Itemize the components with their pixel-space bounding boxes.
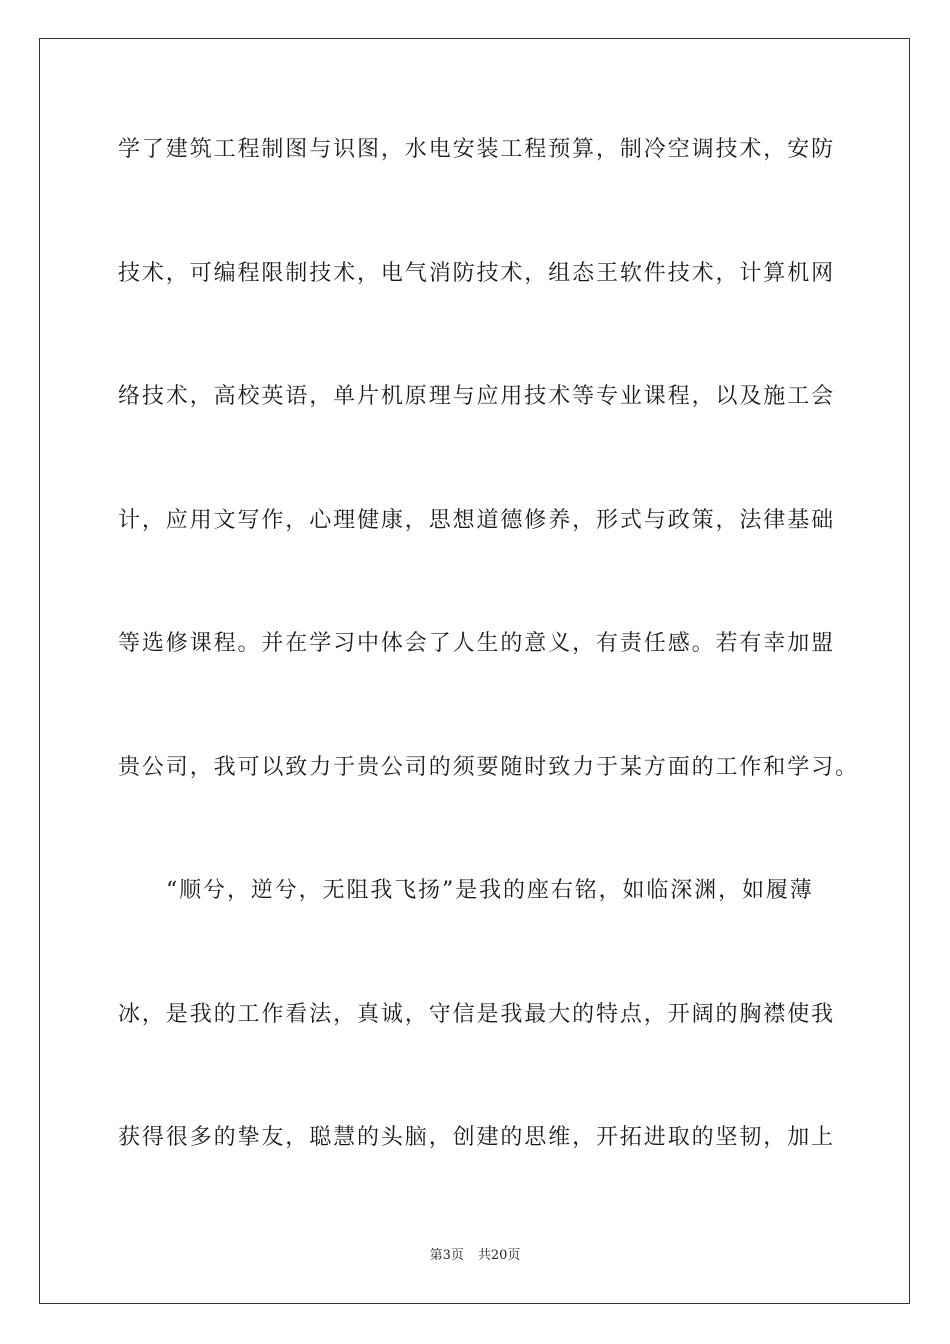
text-line: 技术，可编程限制技术，电气消防技术，组态王软件技术，计算机网 [118, 260, 836, 286]
text-line: 获得很多的挚友，聪慧的头脑，创建的思维，开拓进取的坚韧，加上 [118, 1125, 836, 1150]
page-number: 第3页 [429, 1248, 464, 1263]
text-line: 冰，是我的工作看法，真诚，守信是我最大的特点，开阔的胸襟使我 [118, 1001, 836, 1027]
paragraph-start-line: “顺兮，逆兮，无阻我飞扬”是我的座右铭，如临深渊，如履薄 [166, 878, 814, 903]
text-line: 等选修课程。并在学习中体会了人生的意义，有责任感。若有幸加盟 [118, 631, 836, 656]
text-line: 络技术，高校英语，单片机原理与应用技术等专业课程，以及施工会 [118, 384, 836, 409]
page-total: 共20页 [477, 1248, 521, 1263]
text-line: 贵公司，我可以致力于贵公司的须要随时致力于某方面的工作和学习。 [118, 754, 859, 780]
body-text [118, 126, 859, 1238]
text-line: 计，应用文写作，心理健康，思想道德修养，形式与政策，法律基础 [118, 507, 836, 533]
text-line: 学了建筑工程制图与识图，水电安装工程预算，制冷空调技术，安防 [118, 137, 836, 162]
page-footer [0, 1247, 950, 1265]
